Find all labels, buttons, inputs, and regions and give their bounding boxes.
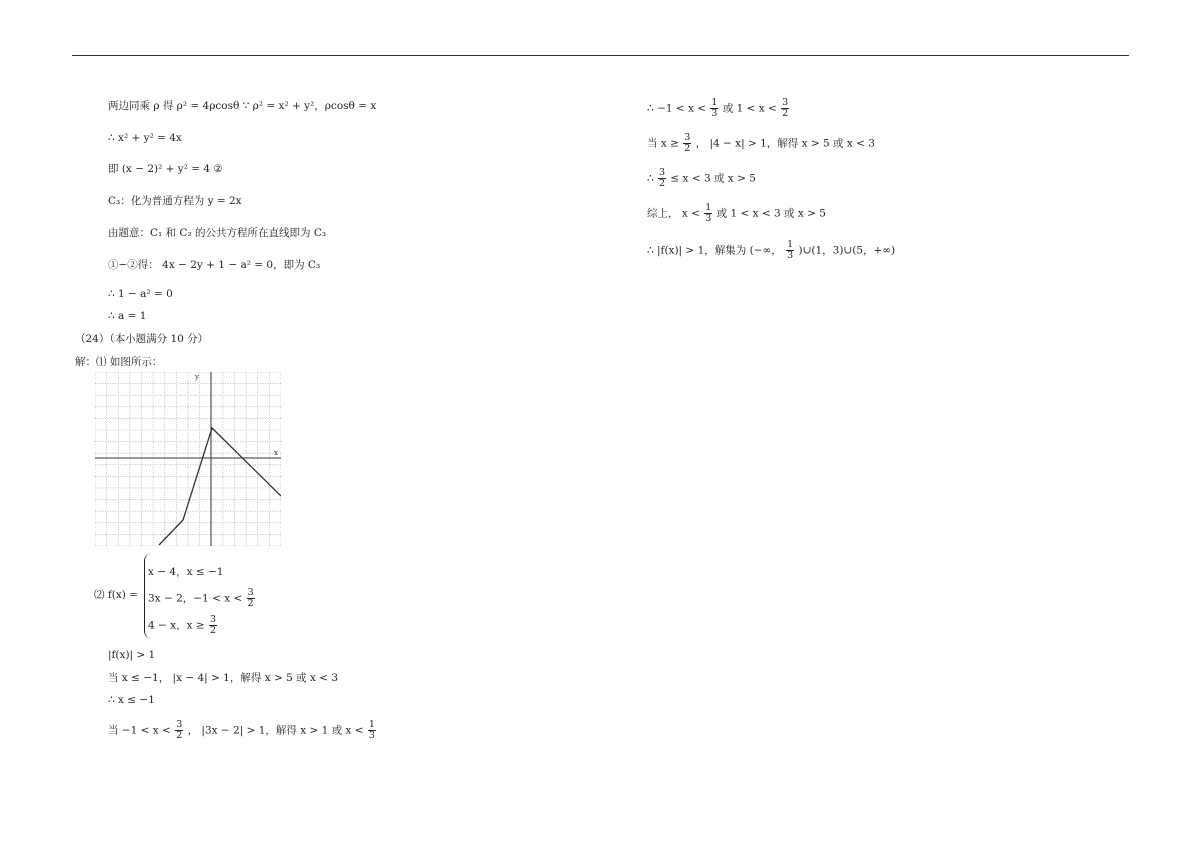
fraction-one-third (704, 203, 712, 224)
frac-den: 2 (659, 178, 666, 189)
right-line-5 (647, 240, 895, 261)
r5-text-b: (−∞， (749, 244, 782, 257)
part2-label: ⑵ f(x) = (94, 589, 138, 601)
case-2 (108, 720, 377, 741)
piece-3-text: 4 − x，x ≥ (148, 619, 205, 632)
frac-num: 3 (782, 97, 789, 108)
text-line-6: ①−②得： 4x − 2y + 1 − a² = 0，即为 C₃ (108, 259, 321, 271)
x-axis-label: x (274, 449, 278, 457)
fraction-three-halves (658, 168, 666, 189)
r4-text-b: 或 1 < x < 3 或 x > 5 (716, 207, 826, 220)
r2-text-a: 当 x ≥ (647, 137, 679, 150)
fraction-three-halves (175, 720, 183, 741)
text-line-3: 即 (x − 2)² + y² = 4 ② (108, 163, 223, 175)
frac-num: 1 (711, 97, 718, 108)
frac-num: 3 (659, 167, 666, 178)
text-line-8: ∴ a = 1 (108, 310, 147, 322)
text-line-7: ∴ 1 − a² = 0 (108, 288, 173, 300)
piece-2 (148, 588, 256, 609)
frac-den: 2 (247, 598, 254, 609)
text-line-4: C₃：化为普通方程为 y = 2x (108, 195, 242, 207)
text-line-2: ∴ x² + y² = 4x (108, 132, 182, 144)
right-line-4 (647, 203, 826, 224)
solution-part-1: 解：⑴ 如图所示： (75, 356, 163, 368)
frac-den: 3 (711, 108, 718, 119)
piece-1: x − 4，x ≤ −1 (148, 566, 224, 578)
right-line-1 (647, 98, 790, 119)
fraction-one-third (710, 98, 718, 119)
r5-text-a: ∴ |f(x)| > 1，解集为 (647, 244, 747, 257)
case-1-result: ∴ x ≤ −1 (108, 694, 155, 706)
fraction-three-halves (781, 98, 789, 119)
text-line-5: 由题意：C₁ 和 C₂ 的公共方程所在直线即为 C₃ (108, 227, 327, 239)
frac-num: 1 (787, 239, 794, 250)
fraction-three-halves (683, 133, 691, 154)
piece-3 (148, 615, 218, 636)
header-rule (72, 55, 1129, 56)
graph-grid (95, 372, 281, 546)
frac-den: 2 (782, 108, 789, 119)
frac-den: 2 (684, 143, 691, 154)
function-line (159, 428, 281, 545)
frac-num: 3 (176, 719, 183, 730)
function-graph (95, 372, 281, 546)
y-axis-label: y (195, 373, 199, 381)
frac-num: 1 (368, 719, 375, 730)
right-line-2 (647, 133, 875, 154)
fraction-one-third (368, 720, 376, 741)
frac-num: 3 (684, 132, 691, 143)
fraction-three-halves (209, 615, 217, 636)
r2-text-b: ， |4 − x| > 1，解得 x > 5 或 x < 3 (695, 137, 875, 150)
r1-text-b: 或 1 < x < (722, 102, 777, 115)
r3-text: ≤ x < 3 或 x > 5 (670, 172, 756, 185)
right-line-3: ∴ $\frac{3}{2}$ ≤ x < 3 或 x > 5 (647, 167, 756, 189)
r1-text-a: ∴ −1 < x < (647, 102, 707, 115)
case-1: 当 x ≤ −1， |x − 4| > 1，解得 x > 5 或 x < 3 (108, 672, 339, 684)
piece-2-text: 3x − 2，−1 < x < (148, 592, 243, 605)
abs-inequality: |f(x)| > 1 (108, 649, 156, 661)
case-2-text-b: ， |3x − 2| > 1，解得 x > 1 或 x < (187, 724, 364, 737)
frac-num: 3 (247, 587, 254, 598)
frac-den: 2 (209, 625, 217, 636)
case-2-text-a: 当 −1 < x < (108, 724, 171, 737)
r5-text-c: )∪(1，3)∪(5，+∞) (798, 244, 896, 257)
frac-den: 3 (368, 730, 375, 741)
frac-den: 3 (787, 250, 794, 261)
frac-den: 2 (176, 730, 183, 741)
r4-text-a: 综上， x < (647, 207, 700, 220)
frac-den: 3 (705, 213, 712, 224)
frac-num: 3 (209, 614, 217, 625)
frac-num: 1 (705, 202, 712, 213)
fraction-three-halves (247, 588, 255, 609)
text-line-1: 两边同乘 ρ 得 ρ² = 4ρcosθ ∵ ρ² = x² + y²，ρcosθ = x (108, 100, 377, 112)
fraction-one-third (786, 240, 794, 261)
question-heading: （24）（本小题满分 10 分） (75, 333, 209, 345)
